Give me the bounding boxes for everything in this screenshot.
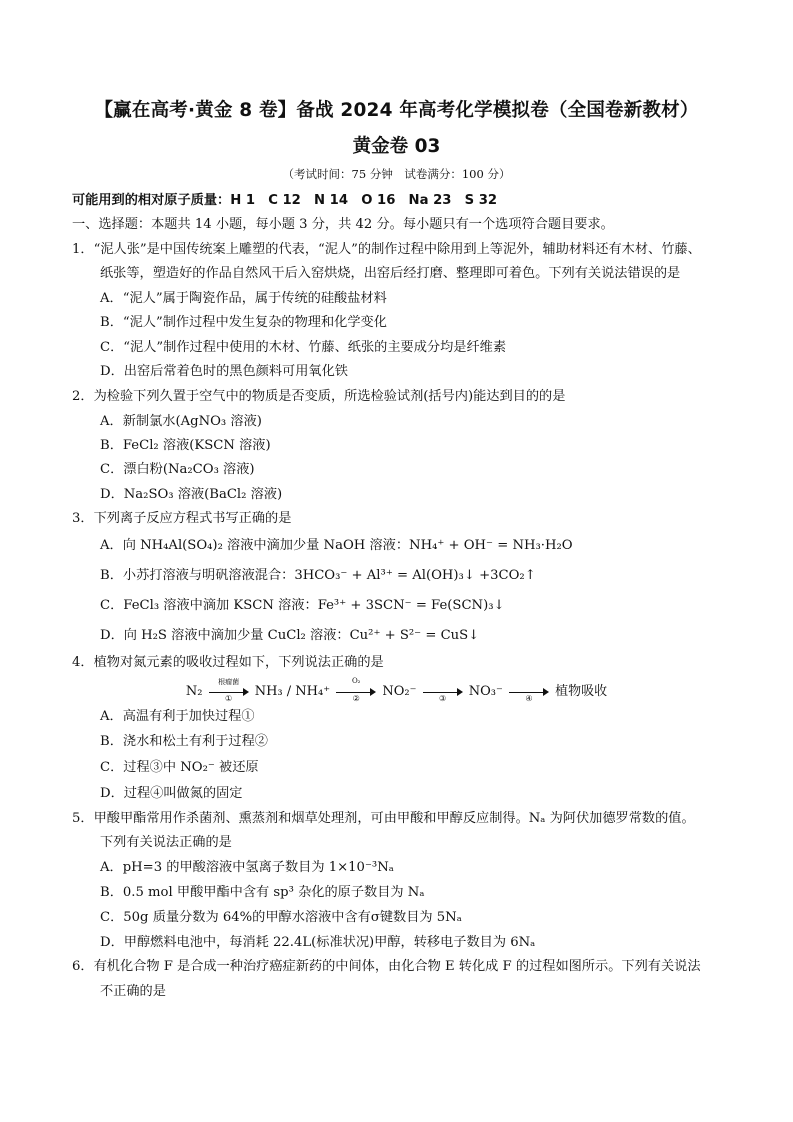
scheme-species-nh3: NH₃ / NH₄⁺ <box>254 684 331 699</box>
q5-option-a: A．pH=3 的甲酸溶液中氢离子数目为 1×10⁻³Nₐ <box>100 860 394 875</box>
q2-option-c: C．漂白粉(Na₂CO₃ 溶液) <box>100 462 255 477</box>
q1-option-a: A．“泥人”属于陶瓷作品，属于传统的硅酸盐材料 <box>100 291 387 306</box>
q5-option-b: B．0.5 mol 甲酸甲酯中含有 sp³ 杂化的原子数目为 Nₐ <box>100 885 425 900</box>
q6-stem-line-1: 6．有机化合物 F 是合成一种治疗癌症新药的中间体，由化合物 E 转化成 F 的过程如图所示。下列有关说法 <box>72 959 701 974</box>
q1-option-d: D．出窑后常着色时的黑色颜料可用氧化铁 <box>100 364 348 379</box>
q5-option-c: C．50g 质量分数为 64%的甲醇水溶液中含有σ键数目为 5Nₐ <box>100 910 462 925</box>
q4-option-d: D．过程④叫做氮的固定 <box>100 786 243 801</box>
q2-option-d: D．Na₂SO₃ 溶液(BaCl₂ 溶液) <box>100 487 283 502</box>
q4-option-c: C．过程③中 NO₂⁻ 被还原 <box>100 760 259 775</box>
q1-option-b: B．“泥人”制作过程中发生复杂的物理和化学变化 <box>100 315 387 330</box>
scheme-arrow-3-icon <box>423 685 463 703</box>
scheme-arrow-1-step: ① <box>224 693 233 703</box>
q5-stem-line-1: 5．甲酸甲酯常用作杀菌剂、熏蒸剂和烟草处理剂，可由甲酸和甲醇反应制得。Nₐ 为阿伏加德罗常数的值。 <box>72 811 695 826</box>
q1-stem-line-2: 纸张等，塑造好的作品自然风干后入窑烘烧，出窑后经打磨、整理即可着色。下列有关说法错误的是 <box>100 266 681 281</box>
scheme-species-no2: NO₂⁻ <box>382 684 417 699</box>
q1-stem-line-1: 1．“泥人张”是中国传统案上雕塑的代表，“泥人”的制作过程中除用到上等泥外，辅助材料还有木材、竹藤、 <box>72 242 701 257</box>
q5-stem-line-2: 下列有关说法正确的是 <box>100 835 232 850</box>
page-title: 【赢在高考·黄金 8 卷】备战 2024 年高考化学模拟卷（全国卷新教材） <box>94 100 699 121</box>
q3-option-b: B．小苏打溶液与明矾溶液混合：3HCO₃⁻ + Al³⁺ = Al(OH)₃↓ +3CO₂↑ <box>100 568 536 583</box>
page-subtitle: 黄金卷 03 <box>352 136 441 157</box>
section-heading: 一、选择题：本题共 14 小题，每小题 3 分，共 42 分。每小题只有一个选项符合题目要求。 <box>72 217 614 232</box>
q4-option-b: B．浇水和松土有利于过程② <box>100 734 268 749</box>
q3-stem: 3．下列离子反应方程式书写正确的是 <box>72 511 292 526</box>
scheme-species-n2: N₂ <box>185 684 203 699</box>
nitrogen-absorption-scheme <box>0 676 793 703</box>
scheme-arrow-1-icon <box>209 677 249 703</box>
scheme-species-no3: NO₃⁻ <box>468 684 503 699</box>
q1-option-c: C．“泥人”制作过程中使用的木材、竹藤、纸张的主要成分均是纤维素 <box>100 340 507 355</box>
scheme-arrow-4-step: ④ <box>525 693 533 703</box>
atomic-masses: 可能用到的相对原子质量：H 1 C 12 N 14 O 16 Na 23 S 32 <box>72 193 498 208</box>
exam-info: （考试时间：75 分钟 试卷满分：100 分） <box>282 167 511 181</box>
scheme-arrow-4-icon <box>509 685 549 703</box>
scheme-arrow-3-step: ③ <box>439 693 447 703</box>
q3-option-a: A．向 NH₄Al(SO₄)₂ 溶液中滴加少量 NaOH 溶液：NH₄⁺ + OH⁻ = NH₃·H₂O <box>100 538 573 553</box>
scheme-arrow-2-label: O₂ <box>351 676 361 685</box>
q4-option-a: A．高温有利于加快过程① <box>100 709 255 724</box>
q6-stem-line-2: 不正确的是 <box>100 984 166 999</box>
q2-option-a: A．新制氯水(AgNO₃ 溶液) <box>100 414 262 429</box>
scheme-arrow-1-label: 根瘤菌 <box>218 677 240 686</box>
q2-stem: 2．为检验下列久置于空气中的物质是否变质，所选检验试剂(括号内)能达到目的的是 <box>72 389 566 404</box>
q3-option-d: D．向 H₂S 溶液中滴加少量 CuCl₂ 溶液：Cu²⁺ + S²⁻ = CuS↓ <box>100 628 480 643</box>
q5-option-d: D．甲醇燃料电池中，每消耗 22.4L(标准状况)甲醇，转移电子数目为 6Nₐ <box>100 935 536 950</box>
q3-option-c: C．FeCl₃ 溶液中滴加 KSCN 溶液：Fe³⁺ + 3SCN⁻ = Fe(SCN)₃↓ <box>100 598 505 613</box>
scheme-arrow-2-icon <box>336 676 376 703</box>
q2-option-b: B．FeCl₂ 溶液(KSCN 溶液) <box>100 438 271 453</box>
scheme-species-plant: 植物吸收 <box>555 684 608 699</box>
q4-stem: 4．植物对氮元素的吸收过程如下，下列说法正确的是 <box>72 655 384 670</box>
scheme-arrow-2-step: ② <box>352 693 360 703</box>
